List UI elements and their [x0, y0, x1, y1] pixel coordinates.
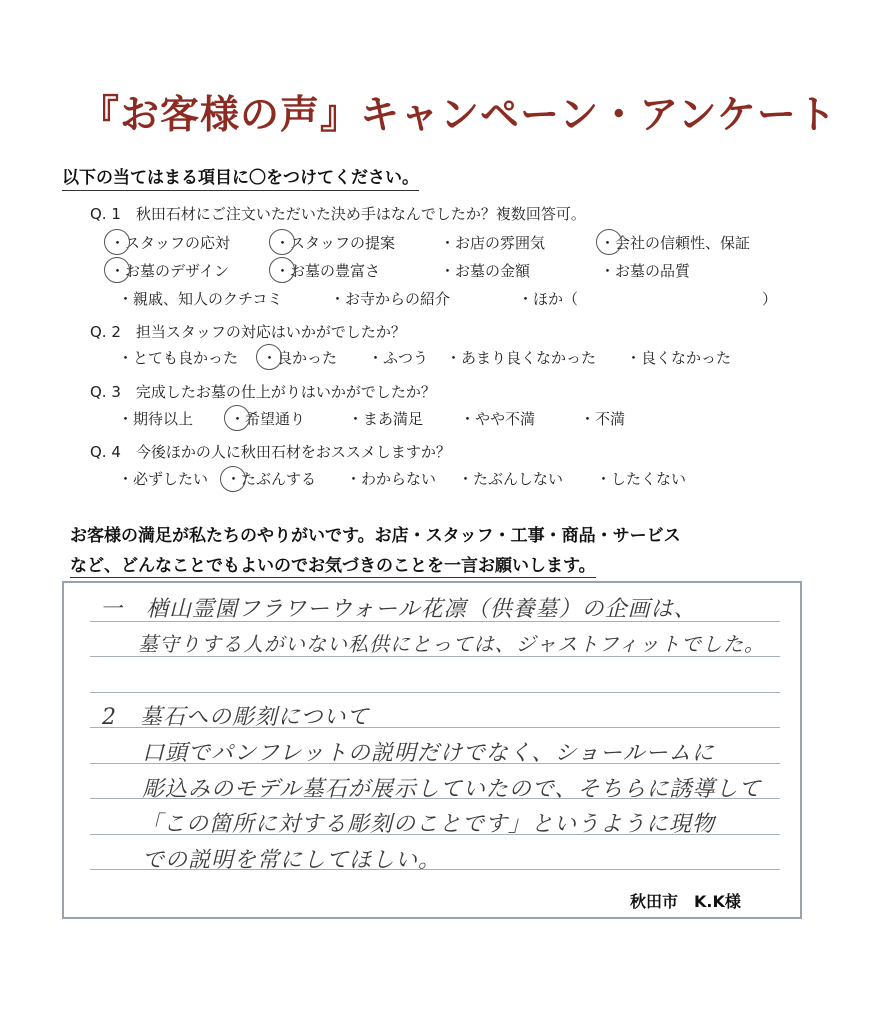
- handwritten-line: 墓守りする人がいない私供にとっては、ジャストフィットでした。: [138, 632, 765, 656]
- respondent-signature: 秋田市 K.K様: [630, 892, 741, 911]
- q4-option-definitely[interactable]: ・必ずしたい: [118, 470, 209, 488]
- q4-option-probably-not[interactable]: ・たぶんしない: [458, 470, 564, 488]
- q1-option-staff-proposal[interactable]: ・スタッフの提案: [275, 234, 396, 252]
- q1-option-temple-referral[interactable]: ・お寺からの紹介: [330, 290, 451, 308]
- q2-option-good[interactable]: ・良かった: [262, 349, 338, 367]
- q1-option-grave-quality[interactable]: ・お墓の品質: [600, 262, 691, 280]
- q3-option-as-hoped[interactable]: ・希望通り: [230, 410, 306, 428]
- q1-option-other[interactable]: ・ほか（: [518, 290, 579, 308]
- q4-option-do-not-want[interactable]: ・したくない: [596, 470, 687, 488]
- handwritten-line: での説明を常にしてほしい。: [142, 848, 442, 873]
- q2-option-not-so-good[interactable]: ・あまり良くなかった: [446, 349, 597, 367]
- q3-option-dissatisfied[interactable]: ・不満: [580, 410, 626, 428]
- q3-option-somewhat-satisfied[interactable]: ・まあ満足: [348, 410, 424, 428]
- comment-heading-line-1: お客様の満足が私たちのやりがいです。お店・スタッフ・工事・商品・サービス: [70, 526, 681, 546]
- q1-option-company-trust[interactable]: ・会社の信頼性、保証: [600, 234, 751, 252]
- selection-circle: [104, 257, 130, 283]
- question-3-label: Q. 3 完成したお墓の仕上がりはいかがでしたか？: [90, 383, 436, 401]
- q3-option-above-expectations[interactable]: ・期待以上: [118, 410, 194, 428]
- q1-option-staff-response[interactable]: ・スタッフの応対: [110, 234, 231, 252]
- selection-circle: [104, 229, 130, 255]
- question-4-label: Q. 4 今後ほかの人に秋田石材をおススメしますか？: [90, 443, 451, 461]
- q1-option-store-atmosphere[interactable]: ・お店の雰囲気: [440, 234, 546, 252]
- question-1-label: Q. 1 秋田石材にご注文いただいた決め手はなんでしたか？複数回答可。: [90, 205, 586, 223]
- selection-circle: [269, 257, 295, 283]
- instruction-text: 以下の当てはまる項目に〇をつけてください。: [62, 163, 419, 191]
- q4-option-probably[interactable]: ・たぶんする: [226, 470, 317, 488]
- ruled-line: [90, 692, 780, 693]
- q3-option-somewhat-dissatisfied[interactable]: ・やや不満: [460, 410, 536, 428]
- q2-option-not-good[interactable]: ・良くなかった: [626, 349, 732, 367]
- selection-circle: [256, 344, 282, 370]
- selection-circle: [269, 229, 295, 255]
- selection-circle: [224, 405, 250, 431]
- q1-option-grave-price[interactable]: ・お墓の金額: [440, 262, 531, 280]
- q2-option-very-good[interactable]: ・とても良かった: [118, 349, 239, 367]
- selection-circle: [220, 466, 246, 492]
- survey-title: 『お客様の声』キャンペーン・アンケート: [80, 93, 837, 138]
- q1-option-grave-variety[interactable]: ・お墓の豊富さ: [275, 262, 381, 280]
- handwritten-line: 彫込みのモデル墓石が展示していたので、そちらに誘導して: [142, 777, 762, 802]
- handwritten-line: 2 墓石への彫刻について: [102, 705, 370, 730]
- question-2-label: Q. 2 担当スタッフの対応はいかがでしたか？: [90, 323, 406, 341]
- handwritten-line: 口頭でパンフレットの説明だけでなく、ショールームに: [142, 741, 715, 766]
- handwritten-line: 一 楢山霊園フラワーウォール花凛（供養墓）の企画は、: [100, 597, 697, 622]
- comment-heading-line-2: など、どんなことでもよいのでお気づきのことを一言お願いします。: [70, 551, 596, 578]
- q1-option-word-of-mouth[interactable]: ・親戚、知人のクチコミ: [118, 290, 283, 308]
- q2-option-average[interactable]: ・ふつう: [368, 349, 429, 367]
- q1-other-close-paren: ）: [762, 290, 778, 308]
- handwritten-line: 「この箇所に対する彫刻のことです」というように現物: [140, 812, 716, 837]
- q1-option-grave-design[interactable]: ・お墓のデザイン: [110, 262, 229, 280]
- selection-circle: [596, 229, 622, 255]
- q4-option-not-sure[interactable]: ・わからない: [346, 470, 437, 488]
